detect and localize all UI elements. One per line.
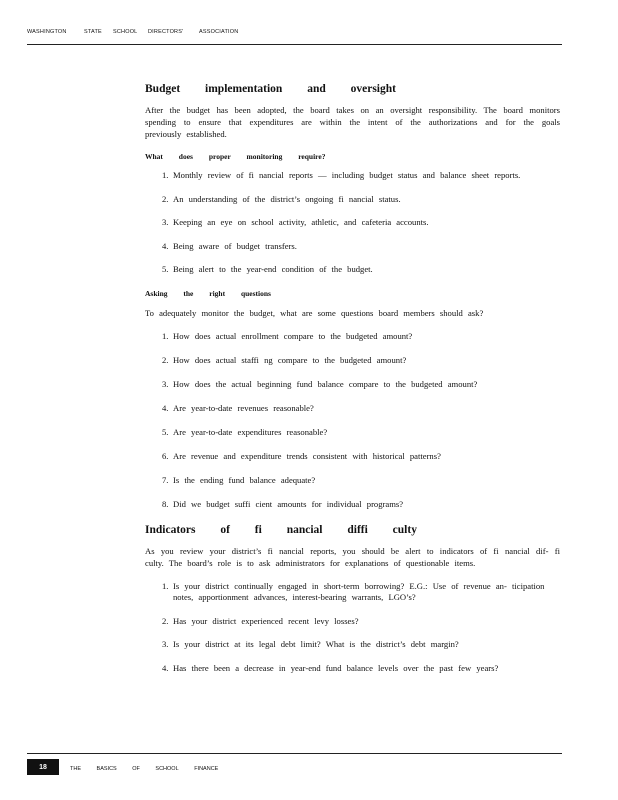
footer-word: OF — [132, 766, 140, 772]
indicators-list — [145, 581, 560, 674]
monitoring-list — [145, 170, 560, 275]
list-item: 4. Has there been a decrease in year-end fund balance levels over the past few years? — [162, 662, 499, 673]
list-item: 6. Are revenue and expenditure trends consistent with historical patterns? — [162, 451, 441, 461]
list-item: 4. Are year-to-date revenues reasonable? — [162, 403, 314, 413]
footer-word: BASICS — [96, 766, 117, 772]
header-word: WASHINGTON — [27, 29, 67, 35]
list-item: 2. An understanding of the district’s ongoing fi nancial status. — [162, 193, 401, 204]
page-content — [145, 83, 560, 688]
list-item: 1. Monthly review of fi nancial reports — including budget status and balance sheet reports. — [162, 170, 521, 180]
header-word: STATE — [84, 29, 102, 35]
footer-word: THE — [70, 766, 81, 772]
page-number: 18 — [27, 759, 59, 775]
section3-intro: As you review your district’s fi nancial reports, you should be alert to indicators of fi nancial dif- fi culty. The board’s role is to ask administrators for explanations of questionable items. — [145, 546, 560, 568]
header-rule — [27, 44, 562, 45]
list-item: 3. Is your district at its legal debt limit? What is the district’s debt margin? — [162, 639, 459, 649]
footer-word: FINANCE — [194, 766, 219, 772]
list-item: 1. How does actual enrollment compare to the budgeted amount? — [162, 331, 413, 341]
list-item: 4. Being aware of budget transfers. — [162, 240, 297, 251]
header-word: DIRECTORS' — [148, 29, 184, 35]
list-item: 1. Is your district continually engaged in short-term borrowing? E.G.: Use of revenue an- ticipation notes, apportionment advances, interest-bearing warrants, LGO’s? — [162, 581, 545, 602]
section-title-indicators: Indicators of fi nancial diffi culty — [145, 524, 417, 536]
section2-intro: To adequately monitor the budget, what are some questions board members should ask? — [145, 308, 484, 318]
list-item: 3. Keeping an eye on school activity, athletic, and cafeteria accounts. — [162, 217, 429, 227]
list-item: 2. How does actual staffi ng compare to the budgeted amount? — [162, 355, 407, 365]
footer-word: SCHOOL — [155, 766, 179, 772]
list-item: 8. Did we budget suffi cient amounts for individual programs? — [162, 499, 404, 509]
subheading-questions: Asking the right questions — [145, 289, 271, 298]
list-item: 5. Being alert to the year-end condition of the budget. — [162, 264, 373, 274]
subheading-monitoring: What does proper monitoring require? — [145, 152, 326, 161]
header-word: ASSOCIATION — [199, 29, 239, 35]
section1-intro: After the budget has been adopted, the board takes on an oversight responsibility. The board monitors spending to ensure that expenditures are within the intent of the authorizations and for the goals previously established. — [145, 105, 560, 139]
footer-rule — [27, 753, 562, 754]
questions-list — [145, 331, 560, 510]
list-item: 5. Are year-to-date expenditures reasonable? — [162, 427, 328, 437]
list-item: 3. How does the actual beginning fund balance compare to the budgeted amount? — [162, 379, 478, 389]
header-word: SCHOOL — [113, 29, 138, 35]
list-item: 2. Has your district experienced recent levy losses? — [162, 615, 359, 626]
list-item: 7. Is the ending fund balance adequate? — [162, 475, 316, 485]
section-title-budget-implementation: Budget implementation and oversight — [145, 83, 396, 95]
running-footer — [70, 766, 232, 772]
